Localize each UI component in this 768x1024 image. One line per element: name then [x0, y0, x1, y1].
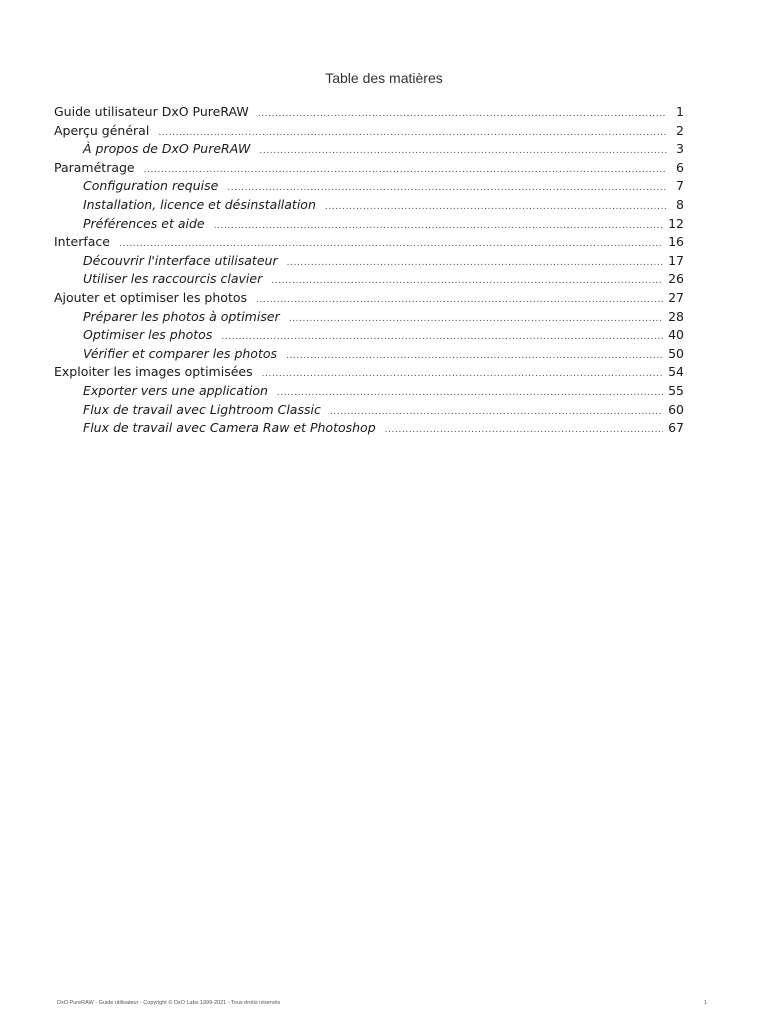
toc-entry[interactable]	[54, 252, 684, 271]
toc-entry-label[interactable]: Exporter vers une application	[83, 382, 268, 398]
toc-entry-page[interactable]: 16	[668, 234, 684, 250]
toc-entry-label[interactable]: Aperçu général	[54, 122, 150, 138]
toc-entry-label[interactable]: Vérifier et comparer les photos	[83, 345, 278, 361]
toc-entry-page[interactable]: 40	[668, 327, 684, 343]
toc-leader-dots	[259, 142, 667, 161]
toc-entry-label[interactable]: Paramétrage	[54, 159, 135, 175]
toc-entry-label[interactable]: Utiliser les raccourcis clavier	[83, 271, 263, 287]
toc-entry[interactable]	[54, 345, 684, 364]
toc-entry-page[interactable]: 3	[676, 141, 684, 157]
toc-entry[interactable]	[54, 419, 684, 438]
toc-entry-page[interactable]: 6	[676, 159, 684, 175]
toc-entry-page[interactable]: 55	[668, 382, 684, 398]
toc-entry-label[interactable]: Préférences et aide	[83, 215, 205, 231]
toc-leader-dots	[325, 198, 667, 217]
toc-entry[interactable]	[54, 233, 684, 252]
toc-entry[interactable]	[54, 196, 684, 215]
toc-entry-page[interactable]: 67	[668, 420, 684, 436]
toc-entry[interactable]	[54, 326, 684, 345]
toc-entry[interactable]	[54, 215, 684, 234]
toc-entry[interactable]	[54, 270, 684, 289]
toc-entry-label[interactable]: Exploiter les images optimisées	[54, 364, 253, 380]
toc-leader-dots	[287, 254, 664, 273]
toc-entry-label[interactable]: Préparer les photos à optimiser	[83, 308, 280, 324]
toc-entry-label[interactable]: Flux de travail avec Camera Raw et Photoshop	[83, 420, 376, 436]
toc-entry-label[interactable]: Installation, licence et désinstallation	[83, 196, 316, 212]
toc-entry-label[interactable]: Découvrir l'interface utilisateur	[83, 252, 278, 268]
toc-entry[interactable]	[54, 401, 684, 420]
toc-entry[interactable]	[54, 289, 684, 308]
toc-entry-label[interactable]: Interface	[54, 234, 110, 250]
toc-entry[interactable]	[54, 363, 684, 382]
toc-entry[interactable]	[54, 382, 684, 401]
toc-entry[interactable]	[54, 103, 684, 122]
toc-leader-dots	[258, 105, 667, 124]
toc-entry-page[interactable]: 17	[668, 252, 684, 268]
page-footer: DxO PureRAW - Guide utilisateur - Copyright © DxO Labs 1999-2021 - Tous droits réservés	[57, 1000, 281, 1006]
toc-entry-page[interactable]: 8	[676, 196, 684, 212]
toc-entry-label[interactable]: Ajouter et optimiser les photos	[54, 289, 247, 305]
toc-entry-label[interactable]: Optimiser les photos	[83, 327, 213, 343]
toc-entry-page[interactable]: 50	[668, 345, 684, 361]
toc-title: Table des matières	[325, 70, 443, 86]
toc-list	[54, 103, 684, 438]
toc-entry-page[interactable]: 27	[668, 289, 684, 305]
toc-leader-dots	[271, 272, 663, 291]
toc-entry-page[interactable]: 60	[668, 401, 684, 417]
toc-leader-dots	[286, 347, 663, 366]
toc-entry[interactable]	[54, 177, 684, 196]
footer-page-number: 1	[704, 1000, 708, 1006]
toc-entry-page[interactable]: 1	[676, 104, 684, 119]
toc-entry-label[interactable]: Configuration requise	[83, 178, 219, 194]
toc-leader-dots	[262, 365, 663, 384]
toc-leader-dots	[256, 291, 663, 310]
toc-entry-page[interactable]: 54	[668, 364, 684, 380]
toc-leader-dots	[289, 310, 663, 329]
toc-entry[interactable]	[54, 122, 684, 141]
toc-entry-page[interactable]: 28	[668, 308, 684, 324]
toc-leader-dots	[214, 217, 664, 236]
toc-entry[interactable]	[54, 308, 684, 327]
toc-entry-page[interactable]: 26	[668, 271, 684, 287]
toc-entry-page[interactable]: 7	[676, 178, 684, 194]
toc-entry-label[interactable]: À propos de DxO PureRAW	[83, 141, 251, 157]
toc-leader-dots	[385, 421, 663, 440]
toc-entry-label[interactable]: Guide utilisateur DxO PureRAW	[54, 104, 249, 119]
toc-leader-dots	[277, 384, 663, 403]
toc-entry-page[interactable]: 12	[668, 215, 684, 231]
toc-leader-dots	[221, 328, 663, 347]
toc-entry[interactable]	[54, 140, 684, 159]
toc-entry-label[interactable]: Flux de travail avec Lightroom Classic	[83, 401, 321, 417]
toc-entry[interactable]	[54, 159, 684, 178]
toc-entry-page[interactable]: 2	[676, 122, 684, 138]
